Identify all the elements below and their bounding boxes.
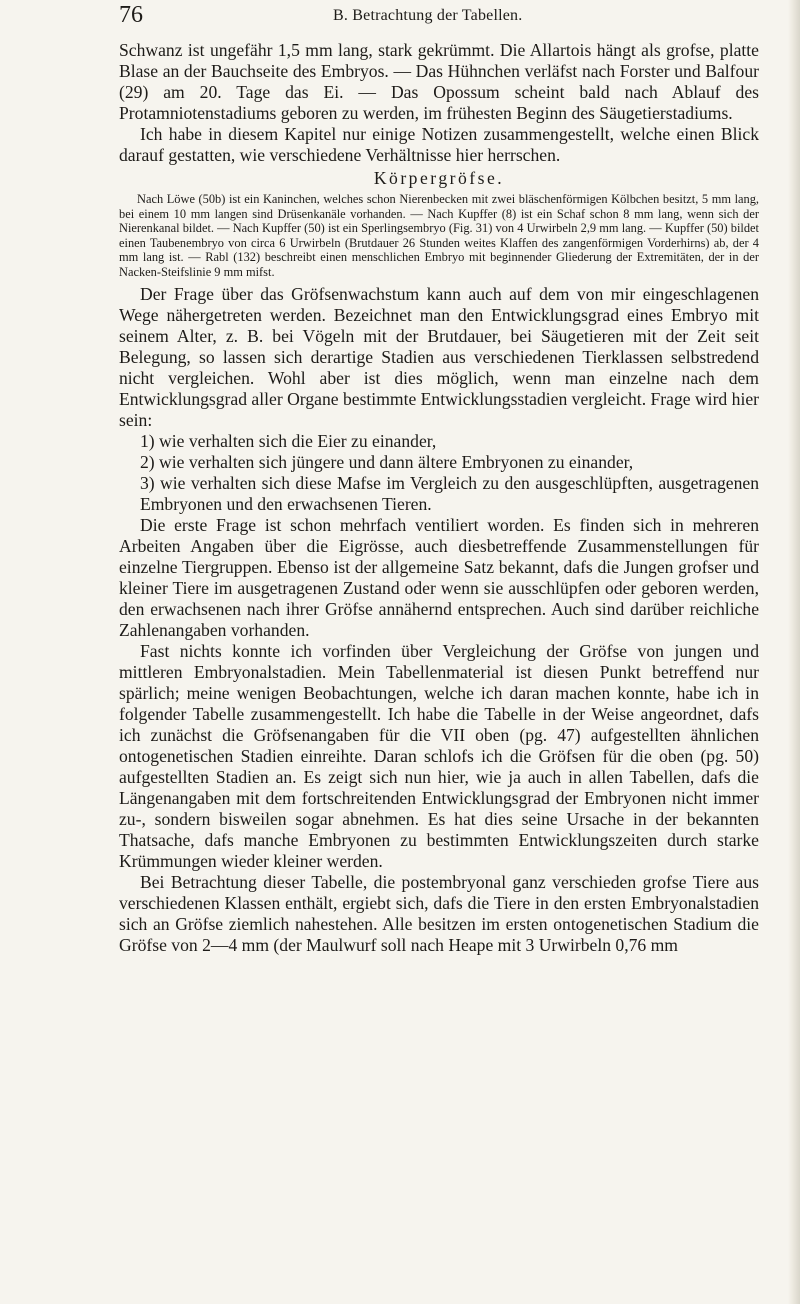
- section-heading: Körpergröfse.: [373, 168, 505, 188]
- paragraph: Fast nichts konnte ich vorfinden über Vergleichung der Gröfse von jungen und mittleren Embryonalstadien. Mein Tabellenmaterial ist diesen Punkt betreffend nur spärlich; meine wenigen Beobachtungen, welche ich daran machen konnte, habe ich in folgender Tabelle zusammengestellt. Ich habe die Tabelle in der Weise angeordnet, dafs ich zunächst die Gröfsenangaben für die VII oben (pg. 47) aufgestellten ähnlichen ontogenetischen Stadien einreihte. Daran schlofs ich die Gröfsen für die oben (pg. 50) aufgestellten Stadien an. Es zeigt sich nun hier, wie ja auch in allen Tabellen, dafs die Längenangaben mit dem fortschreitenden Entwicklungsgrad der Embryonen nicht immer zu-, sondern bisweilen sogar abnehmen. Es hat dies seine Ursache in der bekannten Thatsache, dafs manche Embryonen zu bestimmten Entwicklungszeiten durch starke Krümmungen wieder kleiner werden.: [119, 640, 759, 871]
- paragraph: Schwanz ist ungefähr 1,5 mm lang, stark gekrümmt. Die Allartois hängt als grofse, platte Blase an der Bauchseite des Embryos. — Das Hühnchen verläfst nach Forster und Balfour (29) am 20. Tage das Ei. — Das Opossum scheint bald nach Ablauf des Protamniotenstadiums geboren zu werden, im frühesten Beginn des Säugetierstadiums.: [119, 40, 759, 123]
- page-number: 76: [119, 2, 143, 28]
- paragraph: Ich habe in diesem Kapitel nur einige Notizen zusammengestellt, welche einen Blick darauf gestatten, wie verschiedene Verhältnisse hier herrschen.: [119, 124, 759, 165]
- body-text: [119, 40, 759, 956]
- footnote-block: [119, 192, 759, 280]
- page-edge: [788, 0, 800, 1304]
- paragraph: Die erste Frage ist schon mehrfach ventiliert worden. Es finden sich in mehreren Arbeiten Angaben über die Eigrösse, auch diesbetreffende Zusammenstellungen für einzelne Tiergruppen. Ebenso ist der allgemeine Satz bekannt, dafs die Jungen grofser und kleiner Tiere im ausgetragenen Zustand oder wenn sie ausschlüpfen oder geboren werden, den erwachsenen nach ihrer Gröfse annähernd entsprechen. Auch sind darüber reichliche Zahlenangaben vorhanden.: [119, 514, 759, 640]
- list-item: 3) wie verhalten sich diese Mafse im Vergleich zu den ausgeschlüpften, ausgetragenen Embryonen und den erwachsenen Tieren.: [140, 472, 759, 514]
- list-item: 2) wie verhalten sich jüngere und dann ältere Embryonen zu einander,: [140, 451, 634, 472]
- running-head: B. Betrachtung der Tabellen.: [333, 7, 523, 24]
- list-item: 1) wie verhalten sich die Eier zu einander,: [140, 430, 437, 451]
- paragraph: Der Frage über das Gröfsenwachstum kann auch auf dem von mir eingeschlagenen Wege nähergetreten werden. Bezeichnet man den Entwicklungsgrad eines Embryo mit seinem Alter, z. B. bei Vögeln mit der Brutdauer, bei Säugetieren mit der Zeit seit Belegung, so lassen sich derartige Stadien aus verschiedenen Tierklassen selbstredend nicht vergleichen. Wohl aber ist dies möglich, wenn man einzelne nach dem Entwicklungsgrad aller Organe bestimmte Entwicklungsstadien vergleicht. Frage wird hier sein:: [119, 283, 759, 430]
- paragraph: Bei Betrachtung dieser Tabelle, die postembryonal ganz verschieden grofse Tiere aus verschiedenen Klassen enthält, ergiebt sich, dafs die Tiere in den ersten Embryonalstadien sich an Gröfse ziemlich nahestehen. Alle besitzen im ersten ontogenetischen Stadium die Gröfse von 2—4 mm (der Maulwurf soll nach Heape mit 3 Urwirbeln 0,76 mm: [119, 871, 759, 955]
- small-print-paragraph: Nach Löwe (50b) ist ein Kaninchen, welches schon Nierenbecken mit zwei bläschenförmigen Kölbchen besitzt, 5 mm lang, bei einem 10 mm langen sind Drüsenkanäle vorhanden. — Nach Kupffer (8) ist ein Schaf schon 8 mm lang, wenn sich der Nierenkanal bildet. — Nach Kupffer (50) ist ein Sperlingsembryo (Fig. 31) von 4 Urwirbeln 2,9 mm lang. — Kupffer (50) bildet einen Taubenembryo von circa 6 Urwirbeln (Brutdauer 26 Stunden weites Klaffen des zangenförmigen Vorderhirns) ab, der 4 mm lang ist. — Rabl (132) beschreibt einen menschlichen Embryo mit beginnender Gliederung der Extremitäten, der in der Nacken-Steifslinie 9 mm mifst.: [119, 192, 759, 279]
- page-header: [119, 2, 759, 28]
